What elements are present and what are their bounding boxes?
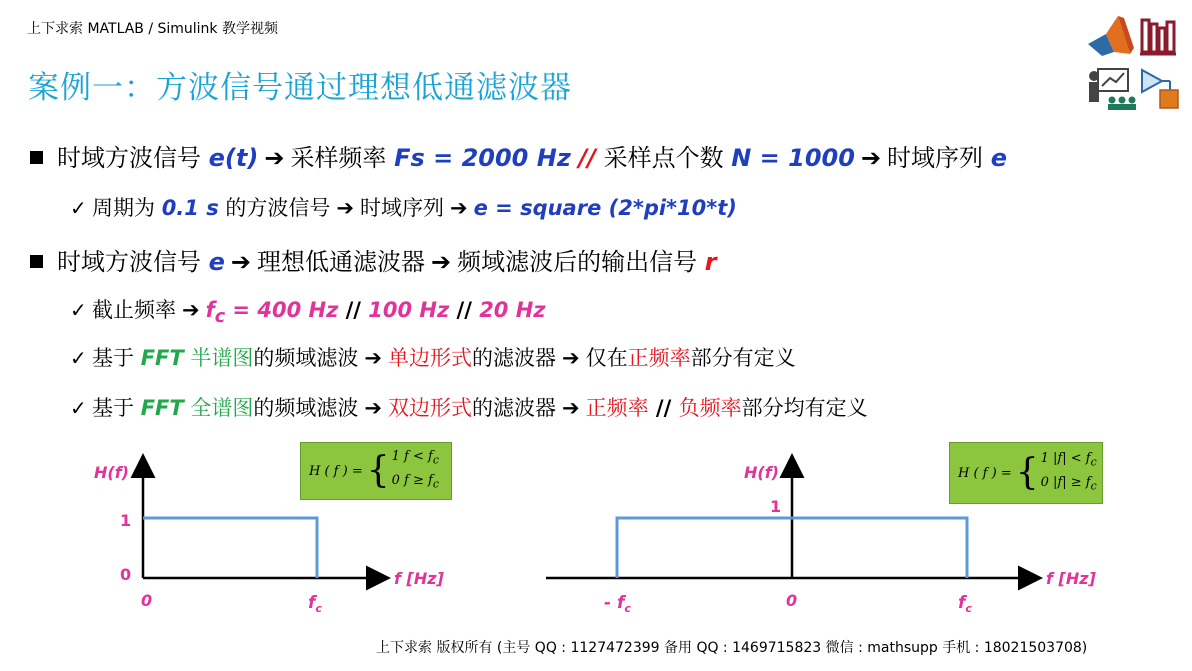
x-axis-label: f [Hz]	[394, 569, 444, 588]
formula-left	[300, 442, 452, 500]
bullet-line-3	[30, 242, 717, 277]
x-tick-fc: $f_c$	[958, 593, 972, 615]
line1-text-f: 采样点个数	[595, 144, 732, 172]
line6-text-j: 部分均有定义	[741, 396, 868, 420]
line4-fc-100: 100 Hz	[368, 298, 450, 322]
line1-text-a: 时域方波信号	[57, 144, 209, 172]
check-line-2	[70, 192, 737, 222]
x-tick-zero: 0	[786, 591, 798, 610]
square-bullet-icon	[30, 151, 43, 164]
check-line-5	[70, 342, 796, 372]
line6-double-side: 双边形式	[388, 396, 472, 420]
formula-cases	[392, 447, 439, 494]
library-books-icon	[1140, 20, 1176, 54]
line4-fc-20: 20 Hz	[479, 298, 546, 322]
formula-right	[949, 442, 1103, 504]
formula-row-1: 1 $f < f_c$	[391, 449, 439, 467]
line6-positive-freq: 正频率	[585, 396, 649, 420]
line1-text-h: 时域序列	[887, 144, 991, 172]
line5-text-i: 部分有定义	[690, 346, 796, 370]
line5-text-f: 的滤波器	[472, 346, 556, 370]
formula-lhs: H ( f ) =	[958, 465, 1012, 481]
line5-half-spectrum: 半谱图	[183, 346, 254, 370]
formula-brace: {	[366, 450, 390, 491]
line1-seq: e	[990, 144, 1007, 172]
arrow-icon: ➔	[264, 144, 285, 172]
line5-fft: FFT	[140, 346, 184, 370]
line1-fs: Fs = 2000 Hz	[394, 144, 571, 172]
line4-fc-sub: c	[214, 307, 226, 328]
line6-sep: //	[648, 396, 679, 420]
line4-sep-1: //	[338, 298, 369, 322]
formula-brace: {	[1015, 452, 1039, 493]
check-icon: ✓	[70, 346, 87, 370]
line5-text-a: 基于	[92, 346, 141, 370]
arrow-icon: ➔	[562, 346, 580, 370]
x-tick-zero: 0	[141, 591, 153, 610]
formula-cases	[1041, 449, 1097, 496]
check-icon: ✓	[70, 396, 87, 420]
x-axis-label: f [Hz]	[1046, 569, 1096, 588]
arrow-icon: ➔	[431, 248, 452, 276]
x-tick-fc: $f_c$	[308, 593, 322, 615]
toolbar-icons	[1084, 14, 1180, 114]
line5-positive-freq: 正频率	[627, 346, 691, 370]
simulink-block-icon	[1142, 70, 1178, 108]
line6-text-d: 的频域滤波	[253, 396, 359, 420]
check-icon: ✓	[70, 298, 87, 322]
formula-row-1: 1 $|f| < f_c$	[1040, 451, 1097, 469]
y-tick-one: 1	[120, 511, 132, 530]
line5-text-d: 的频域滤波	[253, 346, 359, 370]
line3-signal: e	[208, 248, 225, 276]
y-tick-zero: 0	[120, 565, 132, 584]
line5-single-side: 单边形式	[388, 346, 472, 370]
line2-code: e = square (2*pi*10*t)	[473, 196, 737, 220]
filter-response-line	[143, 518, 317, 578]
line1-signal: e(t)	[208, 144, 259, 172]
line3-text-a: 时域方波信号	[57, 248, 209, 276]
check-icon: ✓	[70, 196, 87, 220]
line2-period: 0.1 s	[161, 196, 219, 220]
arrow-icon: ➔	[562, 396, 580, 420]
line4-fc: f	[205, 298, 215, 322]
line4-fc-400: = 400 Hz	[225, 298, 339, 322]
check-line-6	[70, 392, 868, 422]
y-tick-one: 1	[770, 497, 782, 516]
formula-lhs: H ( f ) =	[309, 463, 363, 479]
line6-fft: FFT	[140, 396, 184, 420]
arrow-icon: ➔	[364, 346, 382, 370]
line6-text-a: 基于	[92, 396, 141, 420]
y-axis-label: H(f)	[94, 463, 129, 482]
arrow-icon: ➔	[230, 248, 252, 276]
line6-negative-freq: 负频率	[678, 396, 742, 420]
matlab-logo-icon	[1088, 16, 1134, 56]
footer-copyright: 上下求索 版权所有 (主号 QQ : 1127472399 备用 QQ : 1469715823 微信 : mathsupp 手机 : 18021503708)	[376, 640, 1088, 656]
arrow-icon: ➔	[182, 298, 200, 322]
bullet-line-1	[30, 138, 1007, 173]
line1-n: N = 1000	[731, 144, 855, 172]
x-tick-neg-fc: - $f_c$	[604, 593, 631, 615]
line1-text-c: 采样频率	[290, 144, 395, 172]
formula-row-2: 0 $f \ge f_c$	[391, 473, 439, 491]
arrow-icon: ➔	[450, 196, 468, 220]
line6-text-f: 的滤波器	[472, 396, 556, 420]
line6-full-spectrum: 全谱图	[183, 396, 254, 420]
line2-text-d: 时域序列	[360, 196, 444, 220]
arrow-icon: ➔	[336, 196, 354, 220]
line4-sep-2: //	[449, 298, 480, 322]
line2-text-c: 的方波信号	[218, 196, 331, 220]
line4-text-a: 截止频率	[92, 298, 176, 322]
slide-title: 案例一：方波信号通过理想低通滤波器	[28, 70, 572, 106]
arrow-icon: ➔	[364, 396, 382, 420]
y-axis-label: H(f)	[744, 463, 779, 482]
square-bullet-icon	[30, 255, 43, 268]
line3-output: r	[704, 248, 717, 276]
line5-text-g: 仅在	[585, 346, 628, 370]
formula-row-2: 0 $|f| \ge f_c$	[1040, 475, 1097, 493]
header-title: 上下求索 MATLAB / Simulink 教学视频	[27, 21, 278, 37]
check-line-4	[70, 294, 546, 327]
line3-text-c: 理想低通滤波器	[257, 248, 426, 276]
line2-text-a: 周期为	[92, 196, 162, 220]
arrow-icon: ➔	[860, 144, 882, 172]
line1-separator: //	[578, 144, 596, 172]
presenter-icon	[1089, 69, 1136, 110]
line3-text-d: 频域滤波后的输出信号	[457, 248, 705, 276]
